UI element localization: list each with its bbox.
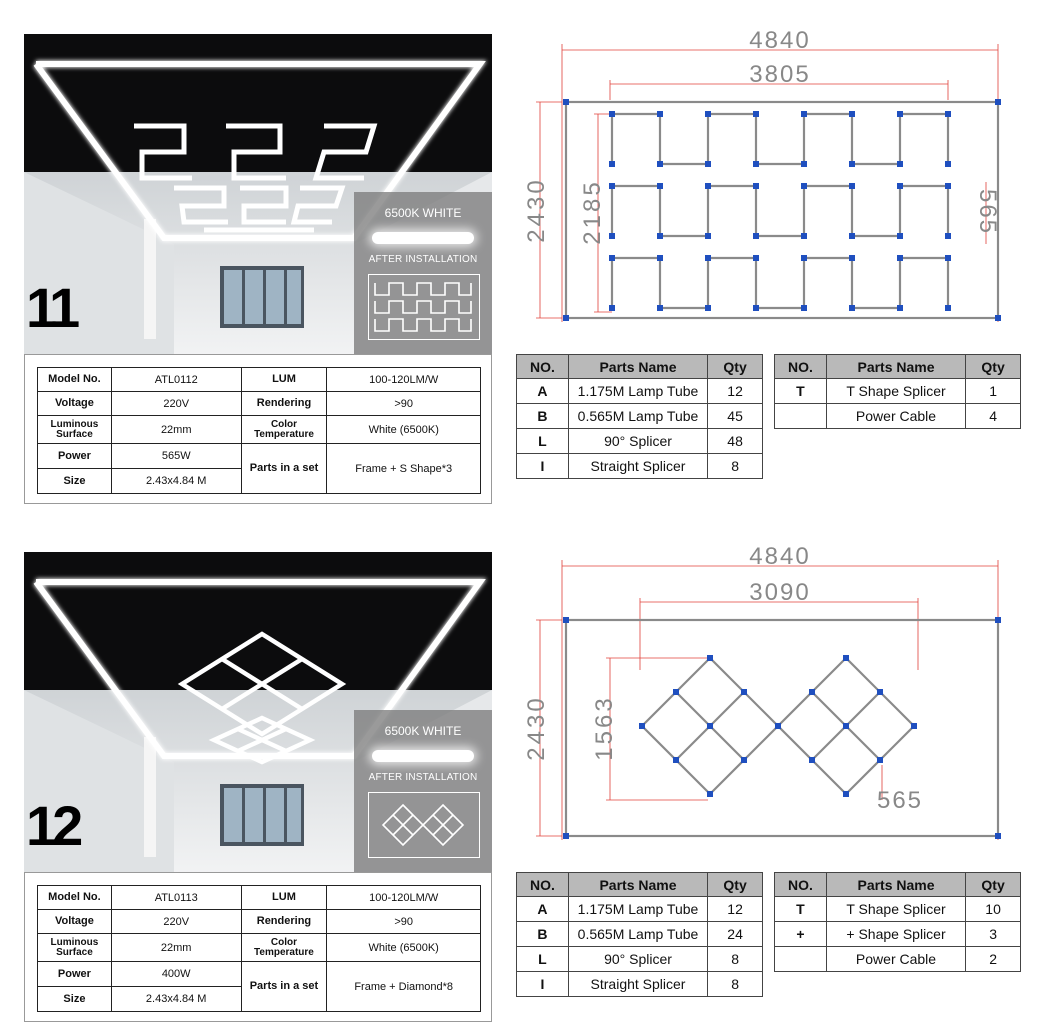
- parts-table-right: [774, 872, 1021, 972]
- ceiling-photo: [24, 34, 492, 356]
- surface-value: 22mm: [111, 416, 241, 444]
- lum-value: 100-120LM/W: [327, 886, 481, 910]
- table-row: T T Shape Splicer 1: [775, 379, 1021, 404]
- lum-label: LUM: [241, 886, 327, 910]
- rendering-value: >90: [327, 392, 481, 416]
- light-bar-icon: [372, 750, 474, 762]
- size-label: Size: [38, 469, 112, 494]
- table-row: I Straight Splicer 8: [517, 454, 763, 479]
- col-qty: Qty: [966, 873, 1021, 897]
- power-value: 565W: [111, 444, 241, 469]
- dim-module: 565: [876, 787, 924, 814]
- color-temp-label: 6500K WHITE: [384, 724, 462, 738]
- rendering-label: Rendering: [241, 392, 327, 416]
- model-value: ATL0113: [111, 886, 241, 910]
- table-row: I Straight Splicer 8: [517, 972, 763, 997]
- parts-set-value: Frame + S Shape*3: [327, 444, 481, 494]
- table-row: + + Shape Splicer 3: [775, 922, 1021, 947]
- col-qty: Qty: [708, 355, 763, 379]
- table-row: T T Shape Splicer 10: [775, 897, 1021, 922]
- col-no: NO.: [517, 873, 569, 897]
- model-value: ATL0112: [111, 368, 241, 392]
- dim-outer-width: 4840: [749, 543, 811, 570]
- parts-table-left: [516, 354, 763, 479]
- power-value: 400W: [111, 962, 241, 987]
- size-value: 2.43x4.84 M: [111, 987, 241, 1012]
- layout-thumbnail: [368, 792, 480, 858]
- parts-table-right: [774, 354, 1021, 429]
- power-label: Power: [38, 444, 112, 469]
- dim-inner-height: 1563: [591, 695, 618, 761]
- dim-outer-width: 4840: [749, 27, 811, 54]
- col-no: NO.: [775, 355, 827, 379]
- parts-table-left: [516, 872, 763, 997]
- parts-set-label: Parts in a set: [241, 444, 327, 494]
- col-name: Parts Name: [826, 873, 965, 897]
- col-no: NO.: [517, 355, 569, 379]
- voltage-value: 220V: [111, 910, 241, 934]
- col-name: Parts Name: [826, 355, 965, 379]
- dim-outer-height: 2430: [523, 695, 550, 761]
- surface-label: Luminous Surface: [38, 416, 112, 444]
- lum-label: LUM: [241, 368, 327, 392]
- model-label: Model No.: [38, 886, 112, 910]
- table-row: Power Cable 4: [775, 404, 1021, 429]
- after-installation-inset: [354, 710, 492, 874]
- voltage-value: 220V: [111, 392, 241, 416]
- color-temp-value: White (6500K): [327, 934, 481, 962]
- product-number: 11: [26, 276, 76, 339]
- s-shape-layout-icon: [369, 275, 478, 338]
- table-row: B 0.565M Lamp Tube 45: [517, 404, 763, 429]
- spec-table: [24, 872, 492, 1022]
- size-value: 2.43x4.84 M: [111, 469, 241, 494]
- after-installation-label: AFTER INSTALLATION: [368, 254, 478, 265]
- dim-inner-height: 2185: [579, 179, 606, 245]
- layout-diagram: [512, 540, 1012, 860]
- layout-thumbnail: [368, 274, 480, 340]
- table-row: A 1.175M Lamp Tube 12: [517, 379, 763, 404]
- dim-inner-width: 3805: [749, 61, 811, 88]
- col-qty: Qty: [966, 355, 1021, 379]
- light-bar-icon: [372, 232, 474, 244]
- parts-set-value: Frame + Diamond*8: [327, 962, 481, 1012]
- rendering-value: >90: [327, 910, 481, 934]
- col-no: NO.: [775, 873, 827, 897]
- rendering-label: Rendering: [241, 910, 327, 934]
- parts-set-label: Parts in a set: [241, 962, 327, 1012]
- size-label: Size: [38, 987, 112, 1012]
- dim-inner-width: 3090: [749, 579, 811, 606]
- voltage-label: Voltage: [38, 910, 112, 934]
- voltage-label: Voltage: [38, 392, 112, 416]
- after-installation-inset: [354, 192, 492, 356]
- product-section-11: [0, 22, 1040, 522]
- color-temp-spec-label: Color Temperature: [241, 934, 327, 962]
- color-temp-value: White (6500K): [327, 416, 481, 444]
- color-temp-spec-label: Color Temperature: [241, 416, 327, 444]
- ceiling-photo: [24, 552, 492, 874]
- model-label: Model No.: [38, 368, 112, 392]
- table-row: Power Cable 2: [775, 947, 1021, 972]
- col-name: Parts Name: [568, 873, 707, 897]
- table-row: A 1.175M Lamp Tube 12: [517, 897, 763, 922]
- spec-table: [24, 354, 492, 504]
- layout-diagram: [512, 22, 1012, 342]
- power-label: Power: [38, 962, 112, 987]
- table-row: L 90° Splicer 8: [517, 947, 763, 972]
- surface-value: 22mm: [111, 934, 241, 962]
- surface-label: Luminous Surface: [38, 934, 112, 962]
- color-temp-label: 6500K WHITE: [384, 206, 462, 220]
- diamond-layout-icon: [369, 793, 478, 856]
- col-name: Parts Name: [568, 355, 707, 379]
- dim-module: 565: [974, 188, 1001, 236]
- dim-outer-height: 2430: [523, 177, 550, 243]
- table-row: B 0.565M Lamp Tube 24: [517, 922, 763, 947]
- product-section-12: [0, 540, 1040, 1036]
- table-row: L 90° Splicer 48: [517, 429, 763, 454]
- col-qty: Qty: [708, 873, 763, 897]
- after-installation-label: AFTER INSTALLATION: [368, 772, 478, 783]
- lum-value: 100-120LM/W: [327, 368, 481, 392]
- product-number: 12: [26, 794, 79, 857]
